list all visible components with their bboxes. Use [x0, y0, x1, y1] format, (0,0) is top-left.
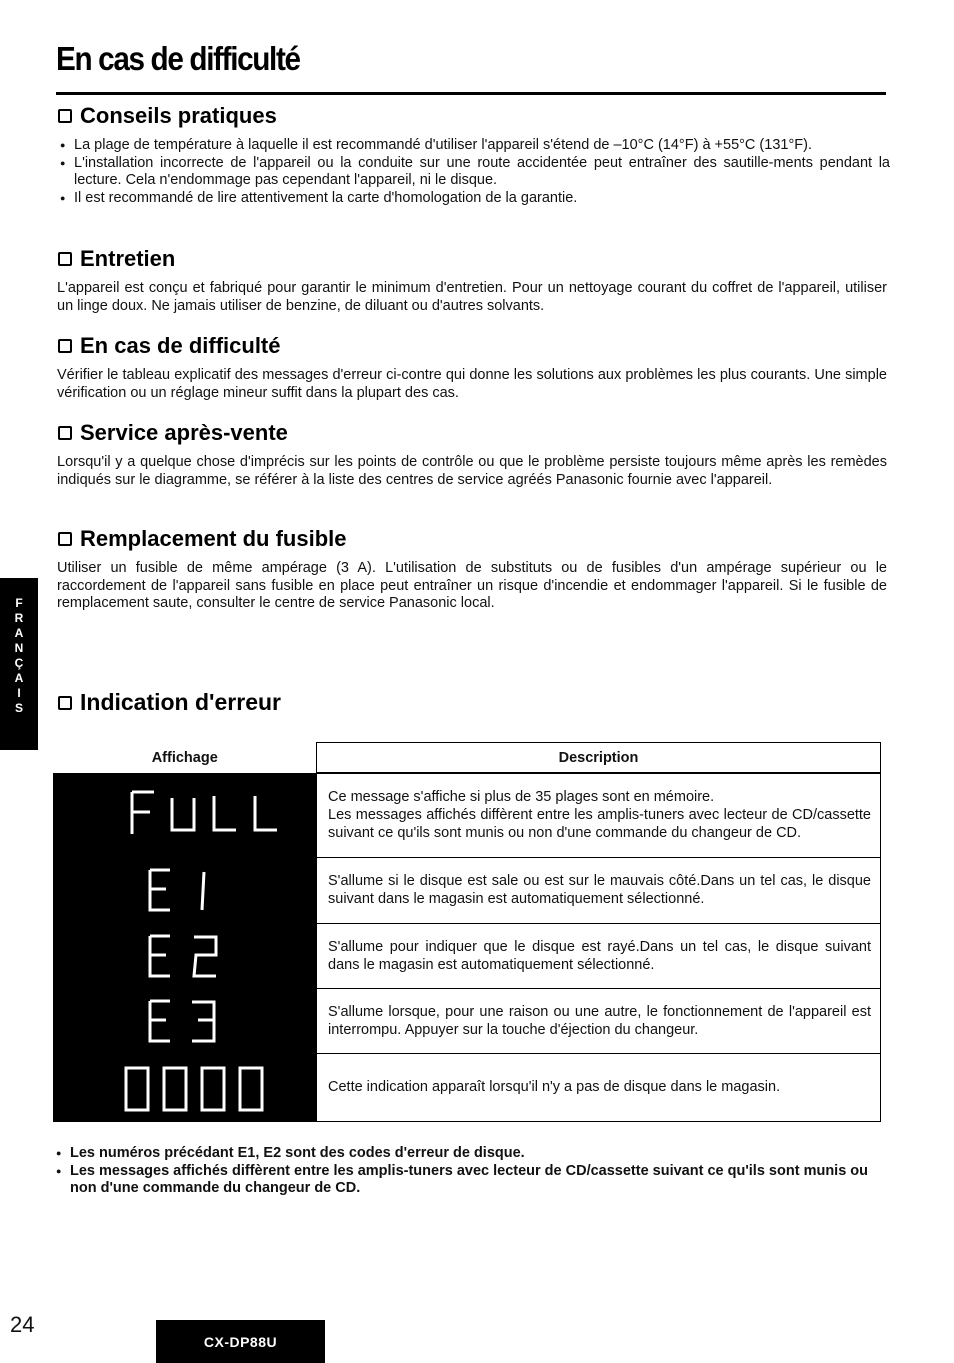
description-cell	[317, 988, 881, 1053]
side-tab-letter: S	[14, 701, 23, 715]
conseils-list	[60, 137, 890, 207]
checkbox-square-icon	[58, 532, 72, 546]
error-table	[53, 742, 881, 1122]
description-cell	[317, 857, 881, 923]
description-text: S'allume si le disque est sale ou est sur le mauvais côté.Dans un tel cas, le disque suivant dans le magasin est automatiquement sélectionné.	[328, 873, 871, 907]
entretien-text: L'appareil est conçu et fabriqué pour garantir le minimum d'entretien. Pour un nettoyage courant du coffret de l'appareil, utiliser un linge doux. Ne jamais utiliser de benzine, de diluant ou d'autres solvants.	[57, 280, 887, 314]
heading-entretien-label: Entretien	[80, 246, 176, 271]
checkbox-square-icon	[58, 339, 72, 353]
column-header-description: Description	[317, 743, 881, 774]
heading-conseils-label: Conseils pratiques	[80, 103, 277, 128]
description-cell	[317, 923, 881, 988]
description-text: Ce message s'affiche si plus de 35 plages sont en mémoire. Les messages affichés diffèrent entre les amplis-tuners avec lecteur de CD/cassette suivant ce qu'ils sont munis ou non d'une commande du changeur de CD.	[328, 789, 871, 842]
table-row	[54, 1053, 881, 1121]
side-tab-letter: F	[15, 596, 23, 610]
page-title: En cas de difficulté	[56, 40, 300, 77]
side-tab-letter: R	[14, 611, 24, 625]
segment-display-e1	[54, 858, 316, 923]
description-text: S'allume lorsque, pour une raison ou une autre, le fonctionnement de l'appareil est interrompu. Appuyer sur la touche d'éjection du changeur.	[328, 1003, 871, 1038]
segment-display-full	[54, 774, 316, 857]
model-badge: CX-DP88U	[156, 1320, 325, 1363]
side-tab-letter: N	[14, 641, 24, 655]
heading-conseils	[58, 103, 277, 129]
side-tab-letter: A	[14, 671, 24, 685]
service-text: Lorsqu'il y a quelque chose d'imprécis sur les points de contrôle ou que le problème persiste toujours même après les remèdes indiqués sur le diagramme, se référer à la liste des centres de service agréés Panasonic fournie avec l'appareil.	[57, 454, 887, 488]
display-cell	[54, 923, 317, 988]
checkbox-square-icon	[58, 109, 72, 123]
fusible-text: Utiliser un fusible de même ampérage (3 A). L'utilisation de substituts ou de fusibles d'un ampérage supérieur ou le raccordement de l'appareil sans fusible en place peut entraîner un risque d'incendie et endommager l'appareil. Si le fusible de remplacement saute, consulter le centre de service Panasonic local.	[57, 560, 887, 611]
column-header-display: Affichage	[151, 749, 218, 766]
title-rule	[56, 92, 886, 95]
side-tab-letter: Ç	[14, 656, 24, 670]
page-number: 24	[10, 1312, 35, 1337]
checkbox-square-icon	[58, 426, 72, 440]
heading-fusible-label: Remplacement du fusible	[80, 526, 347, 551]
table-row	[54, 988, 881, 1053]
segment-display-e2	[54, 924, 316, 988]
language-side-tab	[0, 578, 38, 750]
heading-entretien	[58, 246, 175, 272]
heading-indication	[58, 689, 281, 716]
heading-service-label: Service après-vente	[80, 420, 288, 445]
checkbox-square-icon	[58, 252, 72, 266]
table-row	[54, 773, 881, 857]
description-text: S'allume pour indiquer que le disque est rayé.Dans un tel cas, le disque suivant dans le magasin est automatiquement sélectionné.	[328, 938, 871, 973]
display-cell	[54, 773, 317, 857]
side-tab-letter: A	[14, 626, 24, 640]
display-cell	[54, 857, 317, 923]
list-item: ● L'installation incorrecte de l'appareil ou la conduite sur une route accidentée peut entraîner des sautille-ments pendant la lecture. Cela n'endommage pas cependant l'appareil, ni le disque.	[60, 155, 890, 190]
description-text: Cette indication apparaît lorsqu'il n'y a pas de disque dans le magasin.	[328, 1079, 781, 1095]
heading-fusible	[58, 526, 347, 552]
segment-display-e3	[54, 989, 316, 1053]
table-row	[54, 923, 881, 988]
heading-indication-label: Indication d'erreur	[80, 689, 282, 715]
description-cell	[317, 1053, 881, 1121]
description-cell	[317, 773, 881, 857]
difficulte-text: Vérifier le tableau explicatif des messages d'erreur ci-contre qui donne les solutions aux problèmes les plus courants. Une simple vérification ou un réglage mineur suffit dans la plupart des cas.	[57, 367, 887, 401]
side-tab-letter: I	[17, 686, 21, 700]
display-cell	[54, 988, 317, 1053]
heading-difficulte	[58, 333, 281, 359]
segment-display-0000	[54, 1054, 316, 1121]
notes-list	[56, 1145, 876, 1198]
list-item: ● Les numéros précédant E1, E2 sont des codes d'erreur de disque.	[56, 1145, 876, 1163]
list-item: ● La plage de température à laquelle il est recommandé d'utiliser l'appareil s'étend de –10°C (14°F) à +55°C (131°F).	[60, 137, 890, 155]
table-row	[54, 857, 881, 923]
heading-difficulte-label: En cas de difficulté	[80, 333, 281, 358]
list-item: ● Il est recommandé de lire attentivement la carte d'homologation de la garantie.	[60, 190, 890, 208]
list-item: ● Les messages affichés diffèrent entre les amplis-tuners avec lecteur de CD/cassette suivant ce qu'ils sont munis ou non d'une commande du changeur de CD.	[56, 1163, 876, 1198]
display-cell	[54, 1053, 317, 1121]
checkbox-square-icon	[58, 696, 72, 710]
heading-service	[58, 420, 288, 446]
